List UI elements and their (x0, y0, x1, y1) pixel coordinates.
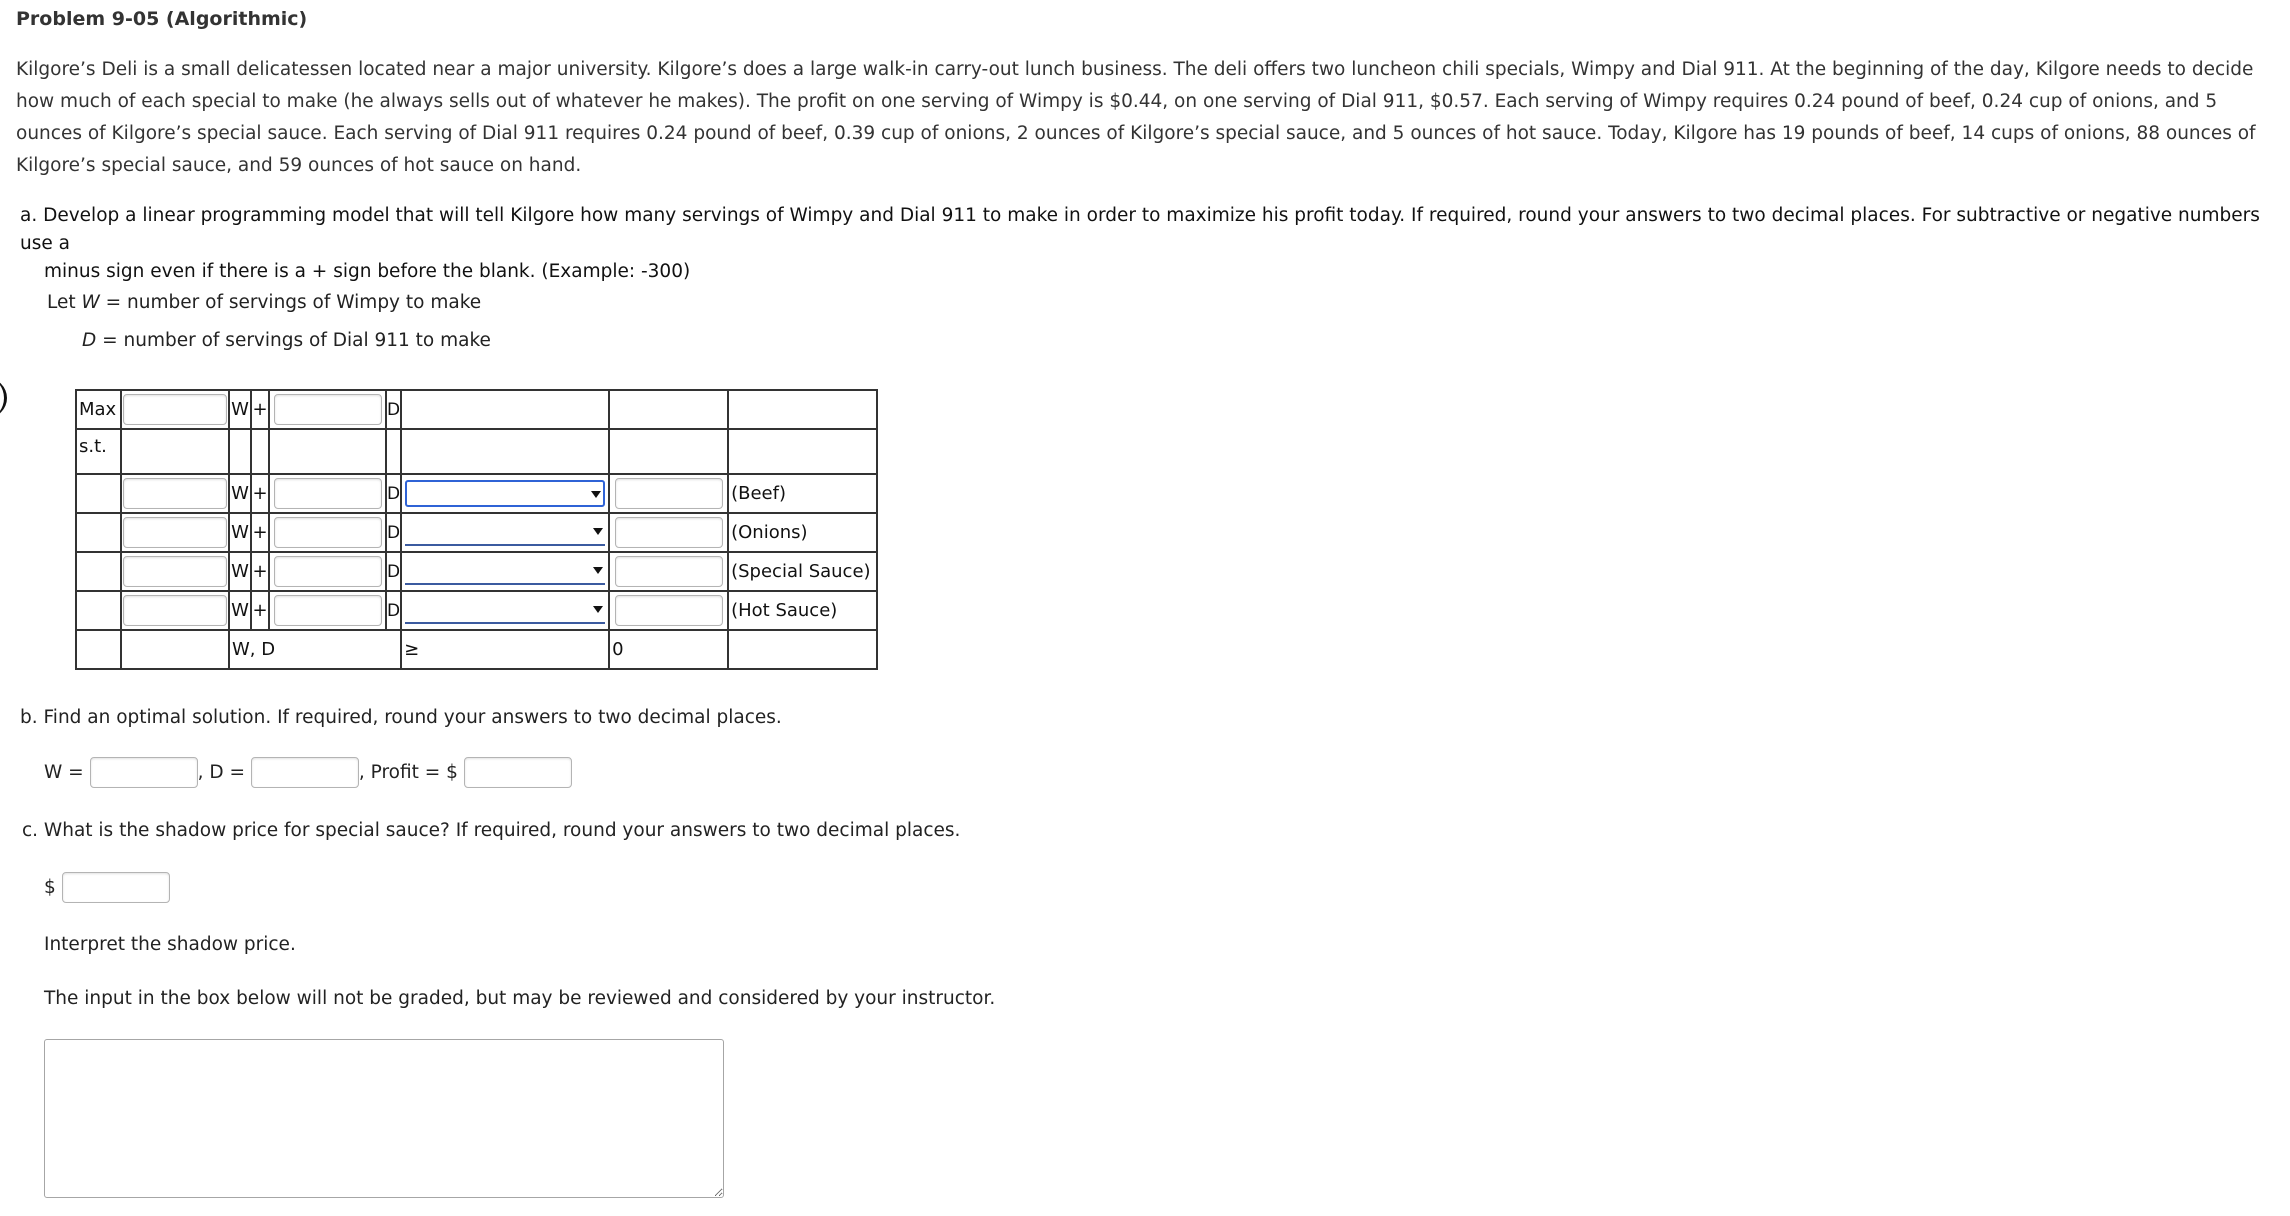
nonnegativity-row (76, 630, 877, 669)
constraint-name: (Special Sauce) (728, 552, 877, 591)
d-label: D (386, 591, 401, 630)
definition-d (82, 330, 491, 351)
interpretation-textarea[interactable] (44, 1039, 724, 1198)
variable-d: D (82, 330, 97, 351)
constraint-row-onions (76, 513, 877, 552)
w-label: W (229, 474, 251, 513)
constraint-row-beef (76, 474, 877, 513)
beef-w-coef-input[interactable] (123, 478, 227, 509)
definition-w (47, 292, 481, 313)
constraint-name: (Beef) (728, 474, 877, 513)
problem-statement: Kilgore’s Deli is a small delicatessen located near a major university. Kilgore’s does a large walk-in carry-out lunch business. The deli offers two luncheon chili specials, Wimpy and Dial 911. At the beginning of the day, Kilgore needs to decide how much of each special to make (he always sells out of whatever he makes). The profit on one serving of Wimpy is $0.44, on one serving of Dial 911, $0.57. Each serving of Wimpy requires 0.24 pound of beef, 0.24 cup of onions, and 5 ounces of Kilgore’s special sauce. Each serving of Dial 911 requires 0.24 pound of beef, 0.39 cup of onions, 2 ounces of Kilgore’s special sauce, and 5 ounces of hot sauce. Today, Kilgore has 19 pounds of beef, 14 cups of onions, 88 ounces of Kilgore’s special sauce, and 59 ounces of hot sauce on hand. (16, 59, 2256, 176)
d-label: D (386, 513, 401, 552)
plus-sign: + (251, 552, 269, 591)
beef-d-coef-input[interactable] (274, 478, 382, 509)
st-label: s.t. (76, 429, 121, 474)
part-a-line-2: minus sign even if there is a + sign before the blank. (Example: -300) (44, 261, 691, 282)
profit-label: , Profit = $ (358, 762, 458, 783)
shadow-price-input[interactable] (62, 872, 170, 903)
solution-row (44, 757, 572, 791)
profit-answer-input[interactable] (464, 757, 572, 788)
part-a-question (20, 202, 2282, 286)
shadow-price-row (44, 872, 170, 903)
max-label: Max (76, 390, 121, 429)
special-sauce-w-coef-input[interactable] (123, 556, 227, 587)
objective-w-coef-input[interactable] (123, 394, 227, 425)
objective-d-coef-input[interactable] (274, 394, 382, 425)
dropdown-arrow-icon (593, 606, 603, 613)
lp-model-table (75, 389, 878, 670)
w-label: W (229, 390, 251, 429)
definition-d-text: = number of servings of Dial 911 to make (96, 330, 491, 351)
hot-sauce-inequality-select[interactable] (405, 597, 605, 624)
part-b-question: b. Find an optimal solution. If required, round your answers to two decimal places. (20, 707, 782, 728)
st-row (76, 429, 877, 474)
w-label: W (229, 552, 251, 591)
part-c-question: c. What is the shadow price for special sauce? If required, round your answers to two decimal places. (22, 820, 961, 841)
onions-rhs-input[interactable] (615, 517, 723, 548)
constraint-name: (Onions) (728, 513, 877, 552)
plus-sign: + (251, 390, 269, 429)
part-a-line-1: a. Develop a linear programming model that will tell Kilgore how many servings of Wimpy and Dial 911 to make in order to maximize his profit today. If required, round your answers to two decimal places. For subtractive or negative numbers use a (20, 205, 2260, 254)
onions-w-coef-input[interactable] (123, 517, 227, 548)
plus-sign: + (251, 474, 269, 513)
nonneg-sign: ≥ (401, 630, 609, 669)
w-label: W (229, 591, 251, 630)
constraint-name: (Hot Sauce) (728, 591, 877, 630)
beef-rhs-input[interactable] (615, 478, 723, 509)
d-label: D (386, 474, 401, 513)
w-equals-label: W = (44, 762, 84, 783)
definition-prefix: Let (47, 292, 82, 313)
beef-inequality-select[interactable] (405, 480, 605, 507)
w-answer-input[interactable] (90, 757, 198, 788)
margin-marker (0, 378, 7, 418)
onions-inequality-select[interactable] (405, 519, 605, 546)
hot-sauce-rhs-input[interactable] (615, 595, 723, 626)
constraint-row-special-sauce (76, 552, 877, 591)
dropdown-arrow-icon (593, 528, 603, 535)
grading-notice: The input in the box below will not be graded, but may be reviewed and considered by your instructor. (44, 988, 996, 1009)
variable-w: W (81, 292, 100, 313)
d-equals-label: , D = (197, 762, 245, 783)
d-label: D (386, 390, 401, 429)
objective-row (76, 390, 877, 429)
problem-title: Problem 9-05 (Algorithmic) (16, 8, 308, 30)
onions-d-coef-input[interactable] (274, 517, 382, 548)
hot-sauce-d-coef-input[interactable] (274, 595, 382, 626)
w-label: W (229, 513, 251, 552)
currency-symbol: $ (44, 877, 56, 898)
d-answer-input[interactable] (251, 757, 359, 788)
nonneg-vars: W, D (229, 630, 401, 669)
special-sauce-d-coef-input[interactable] (274, 556, 382, 587)
plus-sign: + (251, 513, 269, 552)
constraint-row-hot-sauce (76, 591, 877, 630)
special-sauce-inequality-select[interactable] (405, 558, 605, 585)
dropdown-arrow-icon (591, 491, 601, 498)
interpret-prompt: Interpret the shadow price. (44, 934, 296, 955)
dropdown-arrow-icon (593, 567, 603, 574)
plus-sign: + (251, 591, 269, 630)
special-sauce-rhs-input[interactable] (615, 556, 723, 587)
d-label: D (386, 552, 401, 591)
definition-w-text: = number of servings of Wimpy to make (99, 292, 482, 313)
hot-sauce-w-coef-input[interactable] (123, 595, 227, 626)
nonneg-rhs: 0 (609, 630, 728, 669)
